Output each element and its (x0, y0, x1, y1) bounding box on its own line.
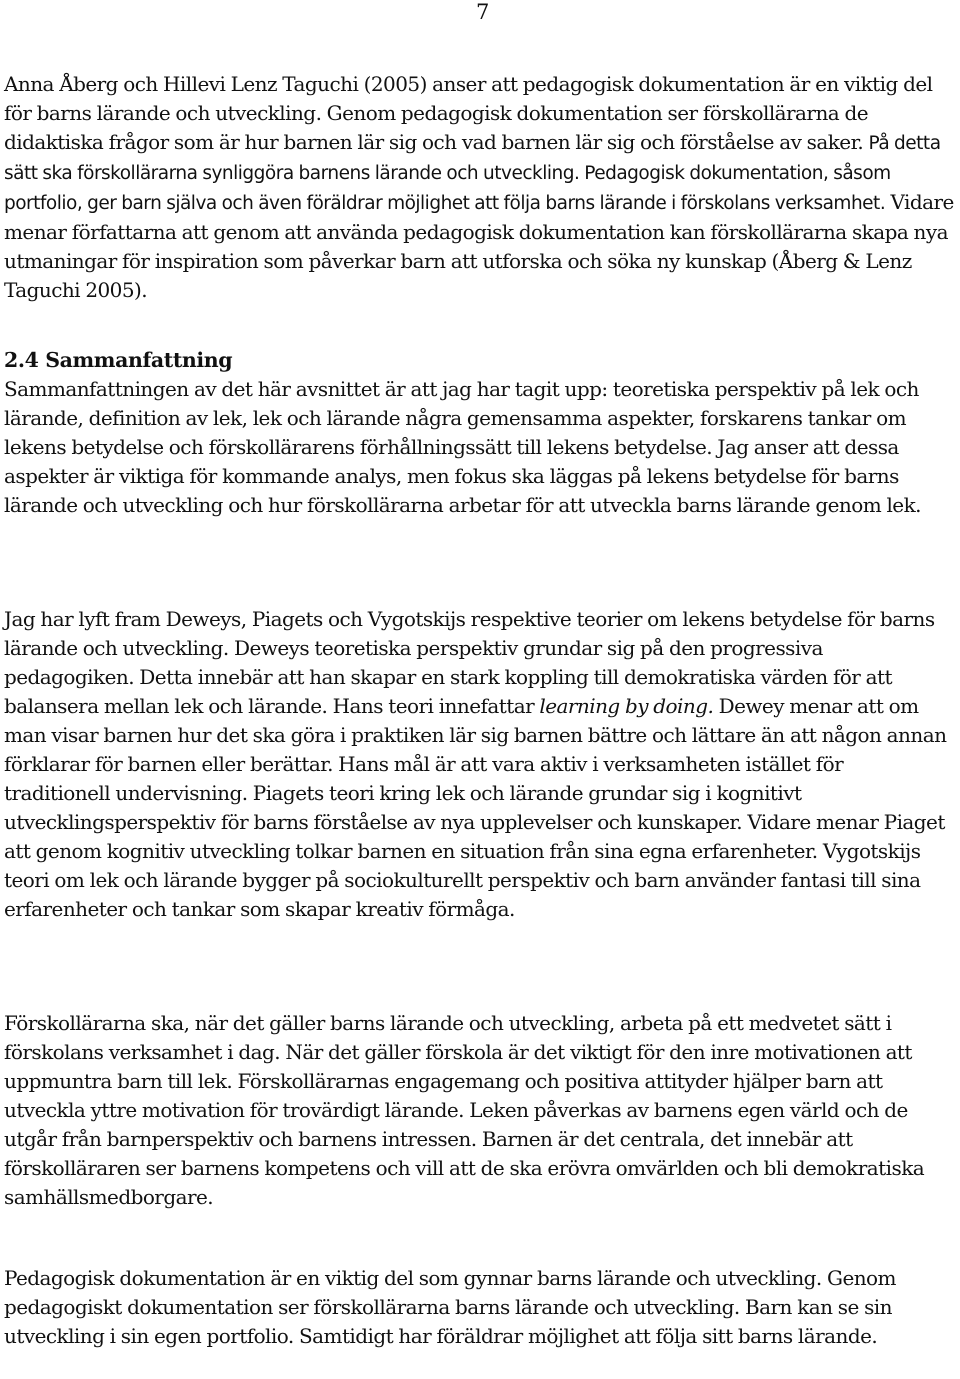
paragraph-intro-text-3: Vidare menar författarna att genom att använda pedagogisk dokumentation kan förskollärarna skapa nya utmaningar för inspiration som påverkar barn att utforska och söka ny kunskap (Åberg & Lenz Taguchi 2005). (4, 190, 954, 302)
page-number: 7 (476, 0, 490, 24)
paragraph-theories-text-2: Dewey menar att om man visar barnen hur det ska göra i praktiken lär sig barnen bättre och lättare än att någon annan förklarar för barnen eller berättar. Hans mål är att vara aktiv i verksamheten istället för traditionell undervisning. Piagets teori kring lek och lärande grundar sig i kognitivt utvecklingsperspektiv för barns förståelse av nya upplevelser och kunskaper. Vidare menar Piaget att genom kognitiv utveckling tolkar barnen en situation från sina egna erfarenheter. Vygotskijs teori om lek och lärande bygger på sociokulturellt perspektiv och barn använder fantasi till sina erfarenheter och tankar som skapar kreativ förmåga. (4, 694, 947, 921)
paragraph-intro-text-2: På detta sätt ska förskollärarna synliggöra barnens lärande och utveckling. Pedagogisk dokumentation, såsom portfolio, ger barn själva och även föräldrar möjlighet att följa barns lärande i förskolans verksamhet. (4, 133, 941, 214)
paragraph-summary: Sammanfattningen av det här avsnittet är att jag har tagit upp: teoretiska perspektiv på lek och lärande, definition av lek, lek och lärande några gemensamma aspekter, forskarens tankar om lekens betydelse och förskollärarens förhållningssätt till lekens betydelse. Jag anser att dessa aspekter är viktiga för kommande analys, men fokus ska läggas på lekens betydelse för barns lärande och utveckling och hur förskollärarna arbetar för att utveckla barns lärande genom lek. (4, 377, 921, 517)
paragraph-intro-text-1: Anna Åberg och Hillevi Lenz Taguchi (2005) anser att pedagogisk dokumentation är en viktig del för barns lärande och utveckling. Genom pedagogisk dokumentation ser förskollärarna de didaktiska frågor som är hur barnen lär sig och vad barnen lär sig och förståelse av saker. (4, 72, 933, 154)
paragraph-intro (4, 70, 954, 346)
paragraph-documentation: Pedagogisk dokumentation är en viktig del som gynnar barns lärande och utveckling. Genom pedagogiskt dokumentation ser förskollärarna barns lärande och utveckling. Barn kan se sin utveckling i sin egen portfolio. Samtidigt har föräldrar möjlighet att följa sitt barns lärande. (4, 1266, 896, 1348)
document-body (4, 70, 954, 1351)
paragraph-theories (4, 605, 954, 1009)
paragraph-theories-text-1: Jag har lyft fram Deweys, Piagets och Vygotskijs respektive teorier om lekens betydelse för barns lärande och utveckling. Deweys teoretiska perspektiv grundar sig på den progressiva pedagogiken. Detta innebär att han skapar en stark koppling till demokratiska värden för att balansera mellan lek och lärande. Hans teori innefattar (4, 607, 935, 718)
paragraph-teachers: Förskollärarna ska, när det gäller barns lärande och utveckling, arbeta på ett medvetet sätt i förskolans verksamhet i dag. När det gäller förskola är det viktigt för den inre motivationen att uppmuntra barn till lek. Förskollärarnas engagemang och positiva attityder hjälper barn att utveckla yttre motivation för trovärdigt lärande. Leken påverkas av barnens egen värld och de utgår från barnperspektiv och barnens intressen. Barnen är det centrala, det innebär att förskolläraren ser barnens kompetens och vill att de ska erövra omvärlden och bli demokratiska samhällsmedborgare. (4, 1011, 925, 1209)
paragraph-theories-italic: learning by doing. (539, 694, 714, 718)
section-heading: 2.4 Sammanfattning (4, 348, 233, 372)
